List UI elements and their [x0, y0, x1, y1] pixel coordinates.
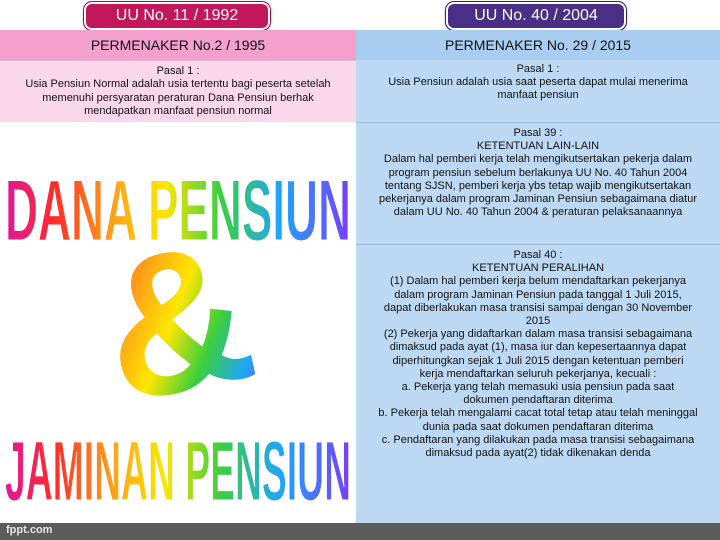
right-pasal-40-text: b. Pekerja telah mengalami cacat total tetap atau telah meninggal [378, 407, 698, 420]
right-pasal-39-text: tentang SJSN, pemberi kerja ybs tetap wajib mengikutsertakan [384, 179, 692, 192]
right-pasal-39-title: Pasal 39 : [513, 127, 563, 139]
right-pasal-1-block [360, 63, 716, 103]
right-pasal-40-text: dokumen pendaftaran diterima [463, 394, 613, 407]
right-pasal-40-text: dunia pada saat dokumen pendaftaran diterima [422, 420, 654, 433]
section-divider [356, 244, 720, 245]
left-pasal-1-text: memenuhi persyaratan peraturan Dana Pensiun berhak [42, 91, 314, 104]
left-pasal-1-title: Pasal 1 : [156, 65, 200, 77]
right-pasal-40-text: a. Pekerja yang telah memasuki usia pensiun pada saat [401, 381, 675, 394]
right-pasal-40-heading: KETENTUAN PERALIHAN [471, 262, 605, 275]
left-pasal-1-text: Usia Pensiun Normal adalah usia tertentu bagi peserta setelah [25, 78, 331, 91]
right-pasal-40-text: dimaksud pada ayat(2) tidak dikenakan denda [425, 447, 651, 460]
rainbow-title-art [0, 128, 356, 518]
art-ampersand: & [82, 197, 271, 446]
left-pasal-1-text: mendapatkan manfaat pensiun normal [84, 105, 272, 118]
right-pasal-39-text: Dalam hal pemberi kerja telah mengikutsertakan pekerja dalam [383, 153, 693, 166]
art-title-jaminan-pensiun: JAMINAN PENSIUN [5, 424, 351, 518]
right-pasal-40-text: (1) Dalam hal pemberi kerja belum mendaftarkan pekerjanya [390, 275, 686, 288]
right-pasal-39-block [360, 127, 716, 219]
left-subheading: PERMENAKER No.2 / 1995 [0, 30, 356, 60]
right-pasal-40-title: Pasal 40 : [513, 249, 563, 261]
right-pasal-39-text: pekerjanya dalam program Jaminan Pensiun sebagaimana diatur [379, 193, 697, 206]
right-pasal-40-text: 2015 [525, 315, 551, 328]
left-pasal-1-box [0, 60, 356, 122]
right-pasal-40-text: dalam program Jaminan Pensiun pada tanggal 1 Juli 2015, [394, 288, 682, 301]
right-pasal-1-text: Usia Pensiun adalah usia saat peserta dapat mulai menerima [388, 76, 688, 89]
right-pasal-40-text: kerja mendaftarkan seluruh pekerjanya, kecuali : [419, 367, 657, 380]
right-pasal-39-text: program pensiun sebelum berlakunya UU No. 40 Tahun 2004 [388, 166, 688, 179]
footer-bar [0, 523, 720, 540]
section-divider [356, 122, 720, 123]
footer-brand: fppt.com [6, 524, 53, 536]
right-pasal-40-text: c. Pendaftaran yang dilakukan pada masa transisi sebagaimana [381, 433, 695, 446]
right-pasal-40-text: dapat diberlakukan masa transisi sampai dengan 30 November [383, 301, 693, 314]
law-badge-uu-40-2004: UU No. 40 / 2004 [446, 2, 626, 30]
right-pasal-40-block [360, 249, 716, 460]
right-pasal-1-title: Pasal 1 : [516, 63, 560, 75]
right-pasal-40-text: diperhitungkan sejak 1 Juli 2015 dengan ketentuan pemberi [392, 354, 684, 367]
right-pasal-1-text: manfaat pensiun [497, 89, 579, 102]
right-pasal-39-heading: KETENTUAN LAIN-LAIN [476, 140, 600, 153]
law-badge-uu-11-1992: UU No. 11 / 1992 [84, 2, 270, 30]
right-subheading: PERMENAKER No. 29 / 2015 [356, 30, 720, 60]
art-title-dana-pensiun: DANA PENSIUN [5, 163, 351, 259]
right-pasal-40-text: (2) Pekerja yang didaftarkan dalam masa transisi sebagaimana [383, 328, 693, 341]
right-pasal-40-text: dimaksud pada ayat (1), masa iur dan kepesertaannya dapat [389, 341, 687, 354]
right-pasal-39-text: dalam UU No. 40 Tahun 2004 & peraturan pelaksanaannya [393, 206, 683, 219]
